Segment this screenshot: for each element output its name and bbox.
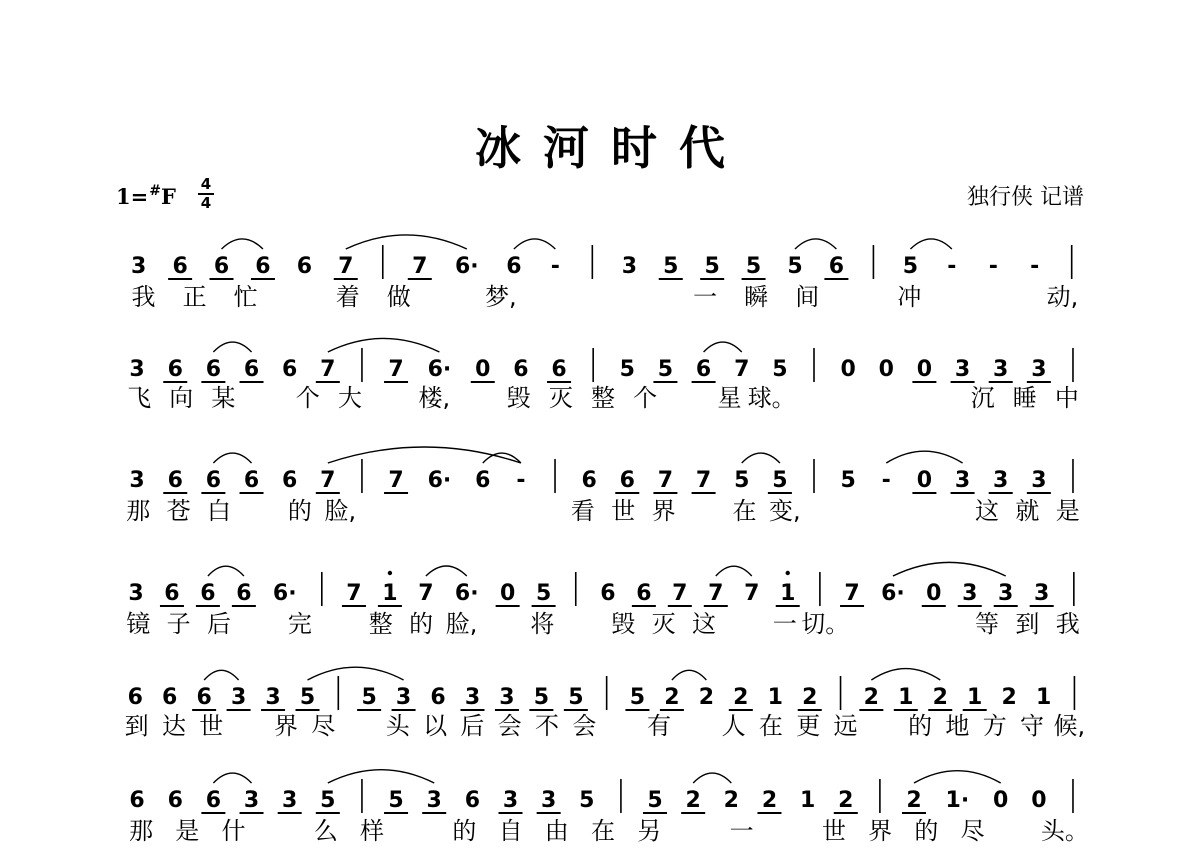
lyric-syllable: 我 [131,283,156,311]
note: 0 [993,788,1009,813]
note: 5 [361,685,377,710]
lyric-syllable: 界 [651,497,676,525]
note: 6 [243,357,260,382]
lyric-syllable: 脸, [324,497,357,525]
note: 7 [657,468,674,493]
note: 7 [338,254,354,279]
note: 5 [663,254,679,279]
note: 3 [426,788,442,813]
note: 7 [346,581,362,606]
note: 0 [1031,788,1047,813]
note: 2 [1001,685,1017,710]
note: 2 [698,685,715,710]
note: 3 [993,357,1009,382]
note: 3 [541,788,557,813]
lyric-syllable: 某 [211,384,236,412]
lyric-syllable: 的 [908,712,933,740]
note: 5 [579,788,595,813]
note: 7 [412,254,428,279]
lyric-syllable: 界 [273,712,298,740]
note: - [1030,254,1040,279]
note: 1 [799,788,816,813]
lyric-syllable: 等 [974,610,999,638]
lyric-syllable: 的 [409,610,434,638]
note: 3 [282,788,298,813]
lyric-syllable: 这 [692,610,717,638]
tie-arc [328,770,434,783]
note: 2 [932,685,948,710]
lyric-syllable: 世 [821,817,846,845]
song-title: 冰河时代 [475,121,747,175]
lyric-syllable: 么 [313,817,338,845]
note: 1 [780,581,796,606]
note: 6 [282,468,298,493]
note: 5 [657,357,674,382]
note: 6· [272,581,297,606]
note: 0 [499,581,516,606]
lyric-syllable: 以 [423,712,448,740]
note: 5 [772,357,788,382]
lyric-syllable: 正 [182,283,207,311]
note: 6 [430,685,446,710]
note: 5 [568,685,584,710]
note: 1 [1035,685,1052,710]
note: 3 [993,468,1009,493]
note: 7 [388,357,404,382]
lyric-syllable: 着 [335,283,360,311]
lyric-syllable: 人 [721,712,746,740]
tie-arc [795,239,836,249]
lyric-syllable: 会 [497,712,522,740]
note: 5 [647,788,663,813]
note: 2 [802,685,818,710]
note: 7 [695,468,712,493]
note: 5 [629,685,646,710]
tie-arc [308,667,404,680]
note: 6 [282,357,298,382]
lyric-syllable: 到 [1015,610,1040,638]
key-note: F [160,184,176,209]
note: 2 [733,685,749,710]
note: 0 [916,357,933,382]
lyric-syllable: 完 [287,610,312,638]
lyric-syllable: 候, [1053,712,1086,740]
note: 1 [898,685,914,710]
note: 6· [427,468,452,493]
note: 1 [767,685,783,710]
lyric-syllable: 什 [221,817,246,845]
lyric-syllable: 动, [1046,283,1079,311]
lyric-syllable: 是 [1055,497,1080,525]
lyric-syllable: 达 [161,712,186,740]
note: 6 [172,254,188,279]
lyric-syllable: 沉 [970,384,995,412]
note: 3 [230,685,247,710]
lyric-syllable: 后 [460,712,485,740]
tie-arc [213,342,251,352]
tie-arc [742,453,780,463]
tie-arc [893,562,1006,576]
note: 3 [499,685,515,710]
note: 6 [243,468,260,493]
note: - [550,254,560,279]
note: 6 [695,357,712,382]
tie-arc [426,566,467,576]
lyric-syllable: 冲 [897,283,922,311]
note: 1 [967,685,983,710]
tie-arc [483,453,521,463]
key-signature [116,184,176,209]
lyric-syllable: 样 [360,817,385,845]
lyric-syllable: 飞 [127,384,152,412]
note: 6 [636,581,652,606]
note: 2 [685,788,701,813]
tie-arc [514,239,555,249]
lyric-syllable: 那 [126,497,151,525]
note: 6 [205,357,222,382]
note: 3 [129,468,145,493]
note: 6 [213,254,230,279]
lyric-syllable: 间 [795,283,820,311]
lyric-syllable: 向 [169,384,194,412]
lyric-syllable: 到 [124,712,149,740]
note: 0 [926,581,942,606]
lyric-syllable: 一 [729,817,754,845]
note: 6 [167,468,183,493]
lyric-syllable: 是 [175,817,200,845]
note: 7 [734,357,750,382]
lyric-syllable: 中 [1054,384,1079,412]
note: 3 [1031,357,1047,382]
lyric-syllable: 球。 [747,384,796,412]
tie-arc [204,670,238,680]
lyric-syllable: 个 [295,384,320,412]
lyric-syllable: 我 [1055,610,1080,638]
note: 3 [962,581,978,606]
lyric-syllable: 毁 [611,610,636,638]
tie-arc [886,451,962,463]
lyric-syllable: 一 [772,610,797,638]
note: 3 [129,357,145,382]
lyric-syllable: 将 [530,610,555,638]
lyric-syllable: 自 [498,817,523,845]
key-prefix: 1= [116,184,149,209]
note: 7 [672,581,688,606]
lyric-syllable: 瞬 [744,283,769,311]
note: 3 [998,581,1014,606]
note: 2 [906,788,922,813]
lyric-syllable: 地 [945,712,970,740]
lyric-syllable: 世 [611,497,636,525]
lyric-syllable: 个 [633,384,658,412]
note: 6 [236,581,252,606]
note: 6 [205,468,222,493]
lyric-syllable: 一 [693,283,718,311]
note: 2 [838,788,854,813]
note: 3 [621,254,638,279]
lyric-syllable: 后 [207,610,232,638]
tie-arc [328,338,440,352]
lyric-syllable: 头。 [1040,817,1089,845]
lyric-syllable: 界 [868,817,893,845]
note: 5 [734,468,750,493]
note: 7 [418,581,434,606]
lyric-syllable: 镜 [126,610,151,638]
note: 3 [131,254,147,279]
note: 6 [464,788,481,813]
note: 5 [902,254,919,279]
note: 3 [464,685,481,710]
note: - [881,468,891,493]
lyric-syllable: 在 [732,497,757,525]
note: 5 [787,254,803,279]
lyric-syllable: 有 [646,712,671,740]
note: 5 [388,788,404,813]
note: 1 [382,581,398,606]
note: 6 [475,468,491,493]
time-signature-top: 4 [200,175,212,193]
note: 6 [828,254,845,279]
lyric-syllable: 更 [796,712,821,740]
note: 6 [296,254,313,279]
note: 0 [840,357,856,382]
high-octave-dot [786,571,790,575]
note: 6· [455,254,479,279]
lyric-syllable: 那 [129,817,154,845]
note: 6 [127,685,143,710]
lyric-syllable: 尽 [311,712,336,740]
note: 5 [704,254,720,279]
lyric-syllable: 苍 [166,497,191,525]
note: 3 [1034,581,1050,606]
note: 6 [600,581,616,606]
lyric-syllable: 尽 [960,817,985,845]
note: 6 [196,685,212,710]
lyric-syllable: 的 [914,817,939,845]
lyric-syllable: 毁 [506,384,531,412]
lyric-syllable: 变, [769,497,801,525]
note: 6 [619,468,635,493]
note: 6 [129,788,145,813]
note: 3 [1031,468,1047,493]
lyric-syllable: 楼, [418,384,451,412]
note: 0 [475,357,491,382]
note: 7 [708,581,724,606]
note: 5 [535,581,552,606]
tie-arc [672,670,706,680]
note: - [516,468,526,493]
note: 3 [243,788,260,813]
high-octave-dot [388,571,392,575]
tie-arc [910,239,951,249]
lyric-syllable: 由 [544,817,569,845]
note: 3 [954,468,971,493]
transcriber-credit: 独行侠 记谱 [967,185,1084,210]
note: 6 [551,357,567,382]
lyric-syllable: 大 [337,384,362,412]
note: 3 [265,685,281,710]
note: 5 [745,254,762,279]
note: 3 [128,581,144,606]
tie-arc [716,566,752,576]
note: 6 [205,788,222,813]
note: - [988,254,998,279]
lyric-syllable: 子 [166,610,191,638]
note: 5 [320,788,336,813]
lyric-syllable: 在 [758,712,783,740]
lyric-syllable: 不 [535,712,560,740]
lyric-syllable: 整 [368,610,393,638]
lyric-syllable: 另 [637,817,662,845]
note: 5 [772,468,788,493]
note: 7 [320,357,336,382]
lyric-syllable: 头 [385,712,410,740]
note: 2 [863,685,879,710]
tie-arc [346,235,467,249]
note: 1· [945,788,970,813]
tie-arc [871,669,940,680]
lyric-syllable: 星 [717,384,742,412]
lyric-syllable: 灭 [548,384,573,412]
tie-arc [213,453,251,463]
note: 0 [916,468,933,493]
lyric-syllable: 在 [591,817,615,845]
tie-arc [704,342,742,352]
lyric-syllable: 守 [1020,712,1045,740]
note: 3 [502,788,519,813]
note: 5 [533,685,550,710]
lyric-syllable: 忙 [233,283,258,311]
note: 2 [723,788,739,813]
lyric-syllable: 的 [287,497,312,525]
note: 6· [427,357,452,382]
lyric-syllable: 方 [982,712,1007,740]
note: 3 [395,685,412,710]
note: 6 [162,685,178,710]
lyric-syllable: 脸, [445,610,478,638]
lyric-syllable: 灭 [651,610,676,638]
lyric-syllable: 看 [570,497,595,525]
note: - [947,254,957,279]
note: 5 [299,685,316,710]
lyric-syllable: 睡 [1012,384,1037,412]
note: 6 [581,468,597,493]
note: 0 [878,357,894,382]
lyric-syllable: 的 [452,817,477,845]
note: 6 [167,788,183,813]
lyric-syllable: 做 [386,283,411,311]
note: 7 [388,468,404,493]
note: 2 [664,685,680,710]
note: 6· [454,581,479,606]
lyric-syllable: 就 [1015,497,1040,525]
note: 6 [255,254,271,279]
lyric-syllable: 这 [974,497,999,525]
note: 7 [320,468,336,493]
note: 6· [881,581,905,606]
note: 6 [513,357,529,382]
time-signature-bottom: 4 [200,194,212,212]
tie-arc [213,773,251,783]
note: 5 [619,357,635,382]
tie-arc [222,239,263,249]
note: 7 [744,581,760,606]
note: 7 [844,581,860,606]
tie-arc [914,771,1001,783]
lyric-syllable: 切。 [801,610,850,638]
note: 6 [167,357,183,382]
note: 5 [840,468,856,493]
lyric-syllable: 远 [833,712,858,740]
lyric-syllable: 梦, [485,283,517,311]
tie-arc [328,447,521,463]
note: 6 [164,581,180,606]
lyric-syllable: 世 [199,712,224,740]
note: 2 [761,788,778,813]
lyric-syllable: 整 [591,384,615,412]
note: 3 [954,357,971,382]
time-signature [196,177,216,211]
note: 6 [200,581,216,606]
tie-arc [693,773,731,783]
sharp-sign: # [149,183,161,199]
lyric-syllable: 白 [207,497,232,525]
note: 6 [506,254,522,279]
tie-arc [208,566,244,576]
lyric-syllable: 会 [572,712,597,740]
